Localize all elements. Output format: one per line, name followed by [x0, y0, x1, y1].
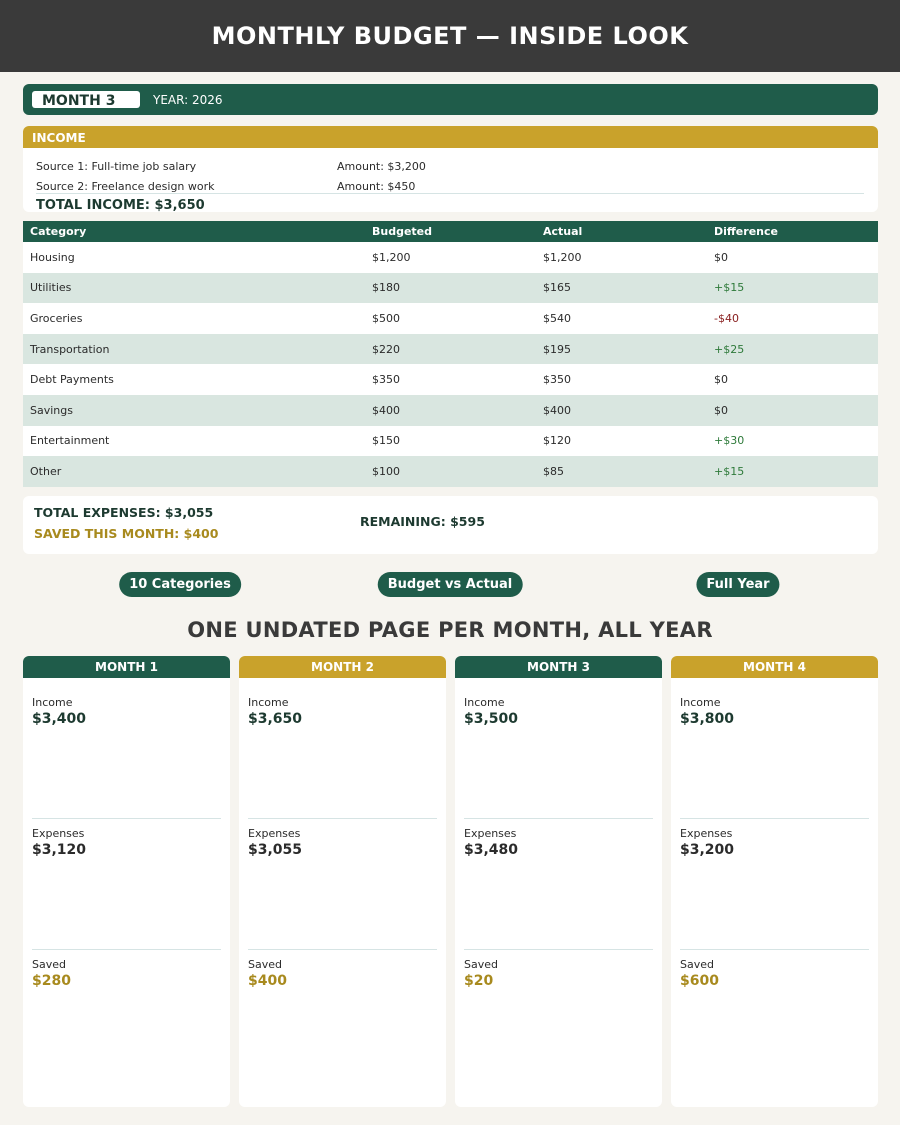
card-divider	[680, 949, 869, 950]
cell-budgeted: $150	[365, 426, 536, 457]
cell-actual: $195	[536, 334, 707, 365]
table-row	[23, 456, 878, 487]
table-row	[23, 395, 878, 426]
expense-table	[23, 221, 878, 487]
income-label: Income	[32, 696, 73, 709]
remaining-total: REMAINING: $595	[360, 514, 485, 529]
expenses-value: $3,480	[464, 842, 519, 858]
cell-category: Groceries	[23, 303, 365, 334]
cell-budgeted: $180	[365, 273, 536, 304]
cell-actual: $1,200	[536, 242, 707, 273]
cell-actual: $85	[536, 456, 707, 487]
cell-actual: $350	[536, 364, 707, 395]
totals-card	[23, 496, 878, 554]
table-row	[23, 426, 878, 457]
cell-actual: $540	[536, 303, 707, 334]
income-divider	[36, 193, 864, 194]
card-divider	[248, 949, 437, 950]
cell-difference: +$15	[707, 456, 878, 487]
cell-difference: +$25	[707, 334, 878, 365]
cell-difference: $0	[707, 364, 878, 395]
cell-difference: $0	[707, 395, 878, 426]
income-source-2: Source 2: Freelance design work	[36, 180, 215, 193]
expenses-label: Expenses	[32, 827, 85, 840]
table-row	[23, 364, 878, 395]
column-header-budgeted: Budgeted	[365, 221, 536, 242]
column-header-difference: Difference	[707, 221, 878, 242]
card-divider	[32, 949, 221, 950]
income-amount-2: Amount: $450	[337, 180, 416, 193]
month-card	[23, 656, 230, 1107]
expenses-value: $3,120	[32, 842, 87, 858]
page-header	[0, 0, 900, 72]
cell-category: Savings	[23, 395, 365, 426]
saved-value: $20	[464, 973, 494, 989]
cell-difference: +$15	[707, 273, 878, 304]
cell-difference: $0	[707, 242, 878, 273]
year-section-title: ONE UNDATED PAGE PER MONTH, ALL YEAR	[187, 618, 713, 642]
feature-badge-categories: 10 Categories	[119, 572, 241, 597]
feature-badge-budget-vs-actual: Budget vs Actual	[378, 572, 523, 597]
cell-category: Transportation	[23, 334, 365, 365]
card-divider	[32, 818, 221, 819]
month-card	[671, 656, 878, 1107]
cell-budgeted: $400	[365, 395, 536, 426]
month-bar	[23, 84, 878, 115]
income-card	[23, 126, 878, 212]
cell-category: Utilities	[23, 273, 365, 304]
month-card	[239, 656, 446, 1107]
saved-value: $280	[32, 973, 71, 989]
income-source-1: Source 1: Full-time job salary	[36, 160, 197, 173]
card-divider	[248, 818, 437, 819]
expenses-label: Expenses	[464, 827, 517, 840]
cell-category: Other	[23, 456, 365, 487]
month-card	[455, 656, 662, 1107]
table-row	[23, 273, 878, 304]
cell-actual: $120	[536, 426, 707, 457]
table-row	[23, 242, 878, 273]
saved-label: Saved	[248, 958, 282, 971]
card-divider	[464, 818, 653, 819]
cell-budgeted: $1,200	[365, 242, 536, 273]
expenses-label: Expenses	[248, 827, 301, 840]
card-divider	[680, 818, 869, 819]
income-value: $3,400	[32, 711, 87, 727]
column-header-category: Category	[23, 221, 365, 242]
month-card-title: MONTH 3	[455, 656, 662, 678]
income-label: Income	[680, 696, 721, 709]
total-expenses: TOTAL EXPENSES: $3,055	[34, 505, 214, 520]
cell-category: Housing	[23, 242, 365, 273]
income-value: $3,500	[464, 711, 519, 727]
saved-label: Saved	[32, 958, 66, 971]
income-label: Income	[248, 696, 289, 709]
cell-budgeted: $100	[365, 456, 536, 487]
cell-category: Entertainment	[23, 426, 365, 457]
cell-difference: -$40	[707, 303, 878, 334]
income-total: TOTAL INCOME: $3,650	[36, 198, 205, 212]
saved-label: Saved	[464, 958, 498, 971]
income-heading: INCOME	[23, 126, 878, 148]
page-title: MONTHLY BUDGET — INSIDE LOOK	[211, 22, 689, 50]
cell-category: Debt Payments	[23, 364, 365, 395]
income-value: $3,800	[680, 711, 735, 727]
cell-actual: $400	[536, 395, 707, 426]
cell-actual: $165	[536, 273, 707, 304]
saved-label: Saved	[680, 958, 714, 971]
saved-value: $600	[680, 973, 719, 989]
cell-difference: +$30	[707, 426, 878, 457]
expenses-value: $3,055	[248, 842, 303, 858]
table-row	[23, 334, 878, 365]
table-header-row	[23, 221, 878, 242]
month-card-title: MONTH 4	[671, 656, 878, 678]
month-card-title: MONTH 1	[23, 656, 230, 678]
feature-badge-full-year: Full Year	[696, 572, 779, 597]
table-row	[23, 303, 878, 334]
cell-budgeted: $220	[365, 334, 536, 365]
saved-value: $400	[248, 973, 287, 989]
year-label: YEAR: 2026	[153, 93, 223, 107]
income-amount-1: Amount: $3,200	[337, 160, 426, 173]
income-label: Income	[464, 696, 505, 709]
card-divider	[464, 949, 653, 950]
income-value: $3,650	[248, 711, 303, 727]
cell-budgeted: $350	[365, 364, 536, 395]
month-card-title: MONTH 2	[239, 656, 446, 678]
month-field[interactable]: MONTH 3	[32, 91, 140, 108]
expenses-value: $3,200	[680, 842, 735, 858]
column-header-actual: Actual	[536, 221, 707, 242]
saved-this-month: SAVED THIS MONTH: $400	[34, 526, 219, 541]
expenses-label: Expenses	[680, 827, 733, 840]
cell-budgeted: $500	[365, 303, 536, 334]
